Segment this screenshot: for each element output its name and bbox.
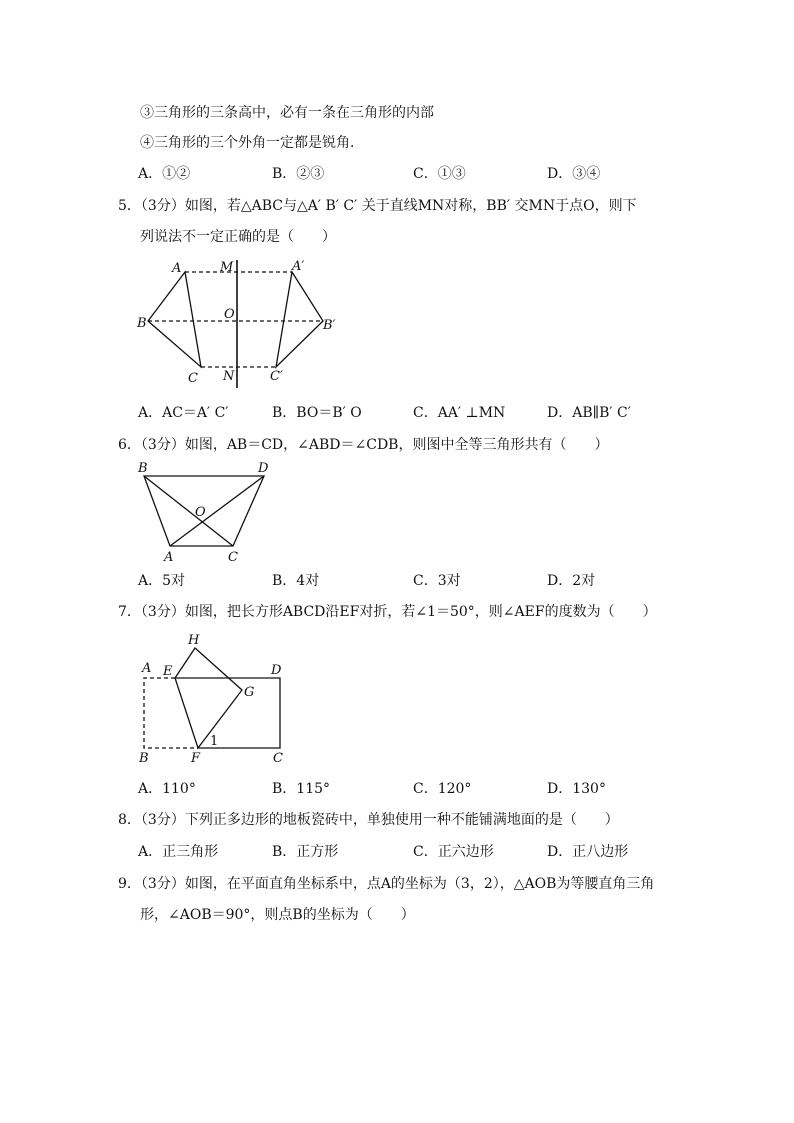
q6-label-c: C <box>228 550 238 565</box>
q4-statement-4: ④三角形的三个外角一定都是锐角． <box>140 135 364 151</box>
q4-statement-3: ③三角形的三条高中，必有一条在三角形的内部 <box>140 105 434 121</box>
q7-label-a: A <box>142 661 152 676</box>
q5-label-a-prime: A′ <box>292 259 305 274</box>
q5-symmetry-figure <box>130 252 350 392</box>
q7-question-line-1: 7．（3分）如图，把长方形ABCD沿EF对折，若∠1＝50°，则∠AEF的度数为（ ） <box>118 604 657 620</box>
q5-option-a: A．AC＝A′ C′ <box>138 405 229 421</box>
q5-label-c: C <box>188 371 198 386</box>
q7-option-d: D．130° <box>547 781 606 797</box>
q5-label-c-prime: C′ <box>270 369 283 384</box>
q6-label-b: B <box>138 461 148 476</box>
q5-label-b: B <box>137 316 147 331</box>
q7-option-c: C．120° <box>413 781 472 797</box>
q6-question-line-1: 6．（3分）如图，AB＝CD，∠ABD＝∠CDB，则图中全等三角形共有（ ） <box>118 437 609 453</box>
q8-option-a: A．正三角形 <box>138 844 219 860</box>
q6-option-d: D．2对 <box>547 573 596 589</box>
q6-option-c: C．3对 <box>413 573 461 589</box>
q7-folded-rectangle-figure <box>130 628 300 768</box>
q7-option-b: B．115° <box>272 781 331 797</box>
q6-option-a: A．5对 <box>138 573 186 589</box>
q5-question-line-2: 列说法不一定正确的是（ ） <box>140 229 336 245</box>
q5-label-o: O <box>224 307 235 322</box>
q8-option-d: D．正八边形 <box>547 844 629 860</box>
q6-label-o: O <box>195 505 206 520</box>
q6-label-d: D <box>258 461 269 476</box>
q4-option-a: A．①② <box>138 166 191 182</box>
q6-trapezoid-figure <box>130 458 290 568</box>
q5-question-line-1: 5．（3分）如图，若△ABC与△A′ B′ C′ 关于直线MN对称，BB′ 交MN于点O，则下 <box>118 198 637 214</box>
q5-option-c: C．AA′ ⊥MN <box>413 405 506 421</box>
q7-label-g: G <box>244 685 255 700</box>
q5-label-b-prime: B′ <box>323 318 336 333</box>
q7-label-f: F <box>191 751 201 766</box>
q7-label-e: E <box>163 664 173 679</box>
q4-option-d: D．③④ <box>547 166 601 182</box>
q6-label-a: A <box>164 550 174 565</box>
q5-label-m: M <box>220 260 234 275</box>
q5-option-d: D．AB∥B′ C′ <box>547 405 631 421</box>
q8-option-c: C．正六边形 <box>413 844 494 860</box>
q7-label-b: B <box>139 751 149 766</box>
q5-option-b: B．BO＝B′ O <box>272 405 362 421</box>
q7-label-h: H <box>188 633 200 648</box>
q4-option-b: B．②③ <box>272 166 325 182</box>
q5-label-a: A <box>172 261 182 276</box>
q9-question-line-2: 形，∠AOB＝90°，则点B的坐标为（ ） <box>140 907 415 923</box>
q7-label-d: D <box>271 663 282 678</box>
q7-option-a: A．110° <box>138 781 196 797</box>
q7-label-angle-1: 1 <box>210 734 219 749</box>
q8-question-line-1: 8．（3分）下列正多边形的地板瓷砖中，单独使用一种不能铺满地面的是（ ） <box>118 812 619 828</box>
q6-option-b: B．4对 <box>272 573 320 589</box>
q8-option-b: B．正方形 <box>272 844 339 860</box>
q9-question-line-1: 9．（3分）如图，在平面直角坐标系中，点A的坐标为（3，2），△AOB为等腰直角三角 <box>118 876 655 892</box>
q4-option-c: C．①③ <box>413 166 466 182</box>
q7-label-c: C <box>273 751 283 766</box>
q5-label-n: N <box>223 369 235 384</box>
